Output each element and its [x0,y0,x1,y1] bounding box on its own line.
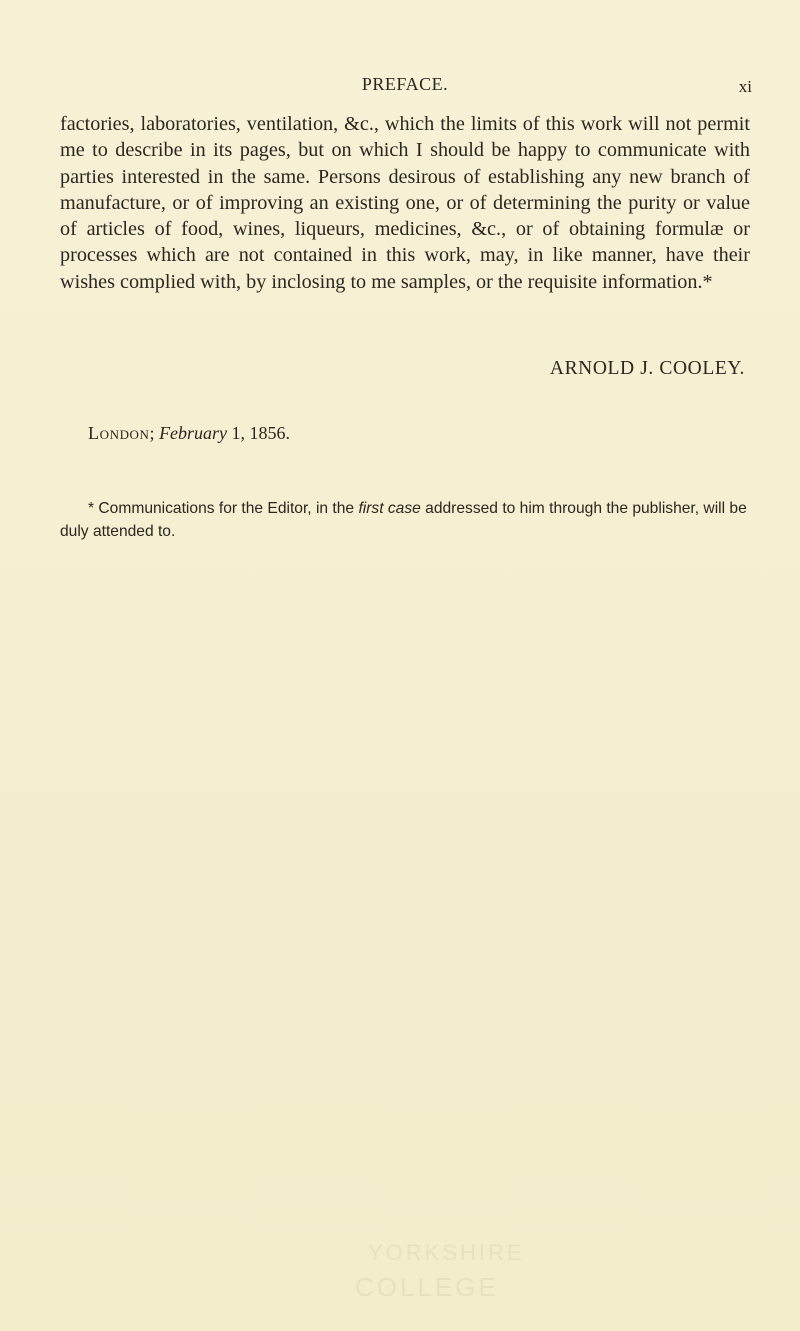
footnote-emphasis: first case [358,500,421,517]
dateline [88,423,290,444]
dateline-place: London [88,423,150,443]
library-stamp-line-2: COLLEGE [355,1272,499,1302]
footnote [60,497,752,543]
running-head [60,74,750,98]
body-paragraph: factories, laboratories, ventilation, &c., which the limits of this work will not permit me to describe in its pages, but on which I should be happy to communicate with parties interested in the same. Persons desirous of establishing any new branch of manufacture, or of improving an existing one, or of determining the purity or value of articles of food, wines, liqueurs, medicines, &c., or of obtaining formulæ or processes which are not contained in this work, may, in like manner, have their wishes complied with, by inclosing to me samples, or the requisite information.* [60,113,750,293]
page-title: PREFACE. [361,74,449,94]
library-stamp-line-1: YORKSHIRE [368,1240,525,1265]
footnote-text-after: addressed to him through the publisher, will be duly attended to. [60,500,747,540]
author-signature: ARNOLD J. COOLEY. [549,358,745,379]
page-number: xi [738,77,752,96]
dateline-rest: 1, 1856. [227,423,291,443]
footnote-text-before: Communications for the Editor, in the [94,500,359,517]
dateline-month: February [159,423,228,443]
footnote-marker: * [88,500,95,517]
dateline-separator: ; [149,423,155,443]
